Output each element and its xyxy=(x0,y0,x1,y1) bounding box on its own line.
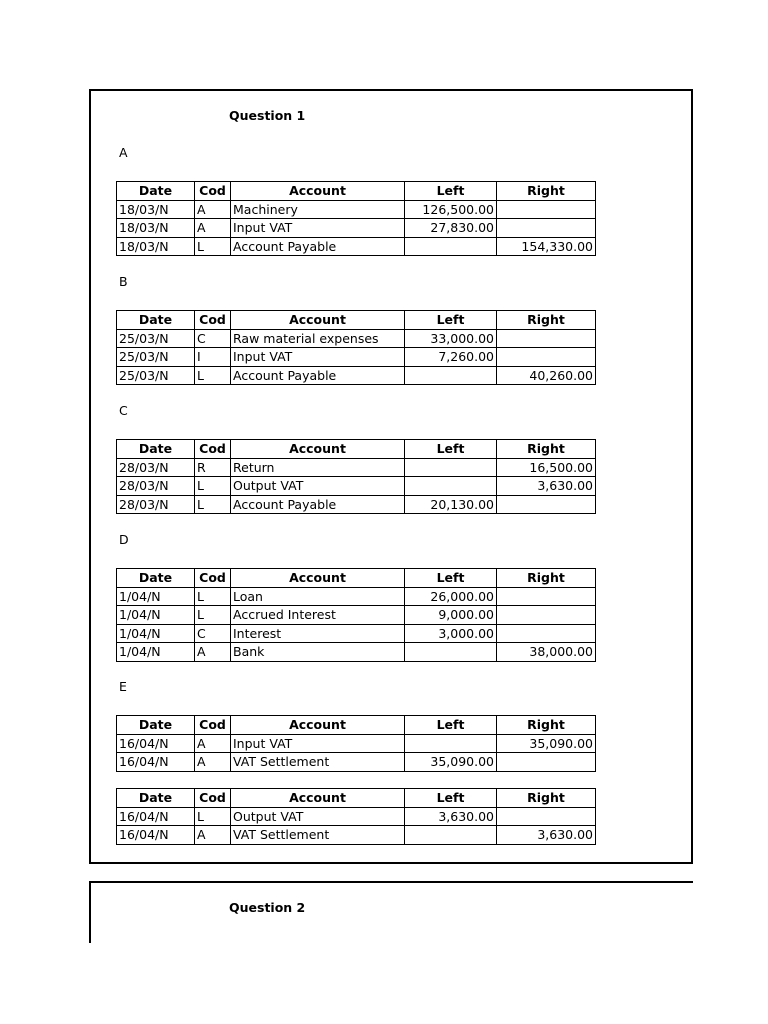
cell-date: 1/04/N xyxy=(117,643,195,662)
cell-date: 16/04/N xyxy=(117,734,195,753)
cell-left: 27,830.00 xyxy=(405,219,497,238)
column-header-account: Account xyxy=(231,440,405,459)
cell-cod: A xyxy=(195,753,231,772)
cell-left: 126,500.00 xyxy=(405,200,497,219)
cell-cod: A xyxy=(195,219,231,238)
table-row xyxy=(117,366,596,385)
column-header-left: Left xyxy=(405,182,497,201)
cell-account: Return xyxy=(231,458,405,477)
cell-right: 3,630.00 xyxy=(497,477,596,496)
cell-right xyxy=(497,807,596,826)
column-header-account: Account xyxy=(231,182,405,201)
cell-date: 25/03/N xyxy=(117,348,195,367)
cell-left xyxy=(405,477,497,496)
table-row xyxy=(117,237,596,256)
cell-date: 16/04/N xyxy=(117,807,195,826)
cell-account: Loan xyxy=(231,587,405,606)
cell-right: 40,260.00 xyxy=(497,366,596,385)
column-header-date: Date xyxy=(117,182,195,201)
cell-left: 26,000.00 xyxy=(405,587,497,606)
cell-date: 25/03/N xyxy=(117,366,195,385)
column-header-date: Date xyxy=(117,789,195,808)
cell-account: Interest xyxy=(231,624,405,643)
cell-cod: C xyxy=(195,624,231,643)
column-header-cod: Cod xyxy=(195,311,231,330)
cell-date: 18/03/N xyxy=(117,200,195,219)
cell-account: Machinery xyxy=(231,200,405,219)
cell-cod: A xyxy=(195,826,231,845)
cell-cod: A xyxy=(195,200,231,219)
cell-left xyxy=(405,826,497,845)
cell-date: 16/04/N xyxy=(117,753,195,772)
column-header-right: Right xyxy=(497,440,596,459)
cell-right: 16,500.00 xyxy=(497,458,596,477)
question-1-title: Question 1 xyxy=(229,108,306,123)
cell-right: 38,000.00 xyxy=(497,643,596,662)
column-header-cod: Cod xyxy=(195,716,231,735)
column-header-left: Left xyxy=(405,789,497,808)
cell-account: VAT Settlement xyxy=(231,753,405,772)
column-header-cod: Cod xyxy=(195,182,231,201)
cell-date: 1/04/N xyxy=(117,587,195,606)
journal-table xyxy=(116,310,596,385)
cell-cod: R xyxy=(195,458,231,477)
column-header-right: Right xyxy=(497,789,596,808)
cell-right: 3,630.00 xyxy=(497,826,596,845)
cell-right xyxy=(497,219,596,238)
cell-account: Raw material expenses xyxy=(231,329,405,348)
cell-right xyxy=(497,753,596,772)
section-label: C xyxy=(119,403,128,418)
column-header-date: Date xyxy=(117,716,195,735)
column-header-left: Left xyxy=(405,569,497,588)
cell-left xyxy=(405,237,497,256)
cell-date: 1/04/N xyxy=(117,624,195,643)
cell-cod: C xyxy=(195,329,231,348)
cell-date: 18/03/N xyxy=(117,237,195,256)
table-row xyxy=(117,348,596,367)
column-header-cod: Cod xyxy=(195,569,231,588)
table-row xyxy=(117,734,596,753)
cell-account: Accrued Interest xyxy=(231,606,405,625)
table-row xyxy=(117,624,596,643)
table-header-row xyxy=(117,716,596,735)
table-row xyxy=(117,458,596,477)
cell-left: 9,000.00 xyxy=(405,606,497,625)
table-row xyxy=(117,807,596,826)
column-header-date: Date xyxy=(117,440,195,459)
question-2-frame xyxy=(89,881,693,943)
cell-date: 18/03/N xyxy=(117,219,195,238)
column-header-right: Right xyxy=(497,569,596,588)
column-header-account: Account xyxy=(231,311,405,330)
cell-cod: A xyxy=(195,643,231,662)
cell-right xyxy=(497,348,596,367)
cell-right xyxy=(497,606,596,625)
cell-account: Account Payable xyxy=(231,237,405,256)
column-header-left: Left xyxy=(405,440,497,459)
section-label: B xyxy=(119,274,128,289)
cell-date: 1/04/N xyxy=(117,606,195,625)
cell-account: Output VAT xyxy=(231,807,405,826)
table-row xyxy=(117,477,596,496)
cell-left: 33,000.00 xyxy=(405,329,497,348)
cell-left xyxy=(405,643,497,662)
column-header-right: Right xyxy=(497,716,596,735)
table-header-row xyxy=(117,311,596,330)
cell-right: 154,330.00 xyxy=(497,237,596,256)
cell-account: Account Payable xyxy=(231,366,405,385)
cell-right xyxy=(497,329,596,348)
table-header-row xyxy=(117,440,596,459)
table-row xyxy=(117,495,596,514)
table-row xyxy=(117,587,596,606)
cell-right xyxy=(497,495,596,514)
section-label: E xyxy=(119,679,127,694)
cell-date: 25/03/N xyxy=(117,329,195,348)
table-row xyxy=(117,329,596,348)
table-row xyxy=(117,606,596,625)
cell-cod: L xyxy=(195,366,231,385)
column-header-date: Date xyxy=(117,311,195,330)
cell-account: Bank xyxy=(231,643,405,662)
cell-left: 35,090.00 xyxy=(405,753,497,772)
cell-left: 20,130.00 xyxy=(405,495,497,514)
table-row xyxy=(117,826,596,845)
journal-table xyxy=(116,715,596,772)
column-header-right: Right xyxy=(497,311,596,330)
column-header-cod: Cod xyxy=(195,789,231,808)
cell-left xyxy=(405,366,497,385)
section-label: D xyxy=(119,532,129,547)
cell-date: 16/04/N xyxy=(117,826,195,845)
table-header-row xyxy=(117,789,596,808)
cell-right: 35,090.00 xyxy=(497,734,596,753)
cell-right xyxy=(497,624,596,643)
cell-left xyxy=(405,734,497,753)
question-2-title: Question 2 xyxy=(229,900,306,915)
column-header-left: Left xyxy=(405,311,497,330)
cell-account: Output VAT xyxy=(231,477,405,496)
column-header-left: Left xyxy=(405,716,497,735)
cell-cod: L xyxy=(195,807,231,826)
cell-left xyxy=(405,458,497,477)
cell-right xyxy=(497,200,596,219)
table-row xyxy=(117,753,596,772)
cell-account: VAT Settlement xyxy=(231,826,405,845)
column-header-account: Account xyxy=(231,716,405,735)
column-header-account: Account xyxy=(231,569,405,588)
journal-table xyxy=(116,788,596,845)
column-header-account: Account xyxy=(231,789,405,808)
column-header-cod: Cod xyxy=(195,440,231,459)
cell-account: Input VAT xyxy=(231,734,405,753)
cell-cod: A xyxy=(195,734,231,753)
cell-cod: L xyxy=(195,587,231,606)
cell-cod: L xyxy=(195,237,231,256)
cell-account: Input VAT xyxy=(231,219,405,238)
cell-date: 28/03/N xyxy=(117,458,195,477)
cell-left: 7,260.00 xyxy=(405,348,497,367)
table-row xyxy=(117,643,596,662)
journal-table xyxy=(116,439,596,514)
table-row xyxy=(117,219,596,238)
cell-left: 3,630.00 xyxy=(405,807,497,826)
table-header-row xyxy=(117,569,596,588)
journal-table xyxy=(116,181,596,256)
cell-cod: L xyxy=(195,606,231,625)
column-header-right: Right xyxy=(497,182,596,201)
table-row xyxy=(117,200,596,219)
cell-date: 28/03/N xyxy=(117,477,195,496)
journal-table xyxy=(116,568,596,662)
cell-right xyxy=(497,587,596,606)
cell-account: Account Payable xyxy=(231,495,405,514)
cell-left: 3,000.00 xyxy=(405,624,497,643)
cell-cod: L xyxy=(195,477,231,496)
cell-account: Input VAT xyxy=(231,348,405,367)
cell-date: 28/03/N xyxy=(117,495,195,514)
table-header-row xyxy=(117,182,596,201)
cell-cod: I xyxy=(195,348,231,367)
column-header-date: Date xyxy=(117,569,195,588)
section-label: A xyxy=(119,145,128,160)
cell-cod: L xyxy=(195,495,231,514)
